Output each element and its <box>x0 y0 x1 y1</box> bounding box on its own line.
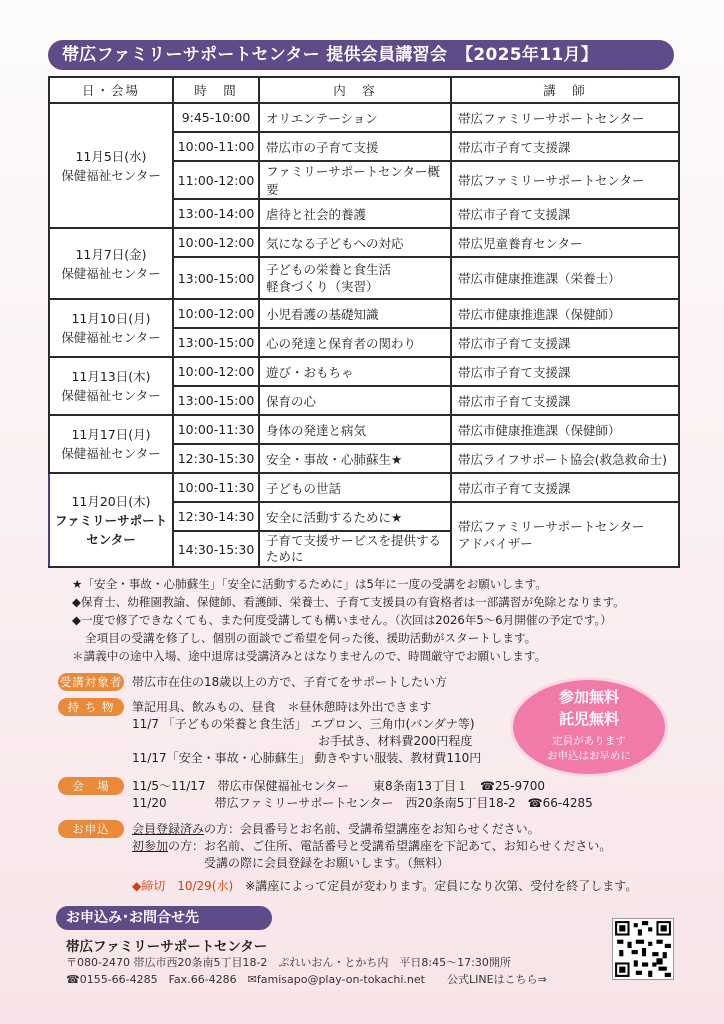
time-cell: 12:30-14:30 <box>173 502 259 531</box>
day-place: 保健福祉センター <box>61 265 161 281</box>
day-place: 保健福祉センター <box>61 446 161 461</box>
apply-line <box>132 838 611 855</box>
time-cell: 11:00-12:00 <box>173 161 259 199</box>
apply-label: お申込 <box>58 820 124 838</box>
time-cell: 10:00-11:30 <box>173 473 259 502</box>
items-line: お手拭き、材料費200円程度 <box>318 734 473 748</box>
lecturer-cell: 帯広児童養育センター <box>451 228 679 257</box>
note-line: 全項目の受講を修了し、個別の面談でご希望を伺った後、援助活動がスタートします。 <box>85 631 537 645</box>
day-place: 保健福祉センター <box>61 388 161 403</box>
time-cell: 12:30-15:30 <box>173 444 259 473</box>
content-line: 子育て支援サービスを提供する <box>266 533 442 548</box>
table-row <box>49 103 679 132</box>
day-venue <box>49 415 173 473</box>
time-cell: 14:30-15:30 <box>173 531 259 567</box>
apply-text: の方：会員番号とお名前、受講希望講座をお知らせください。 <box>204 822 540 836</box>
time-cell: 13:00-15:00 <box>173 386 259 415</box>
contact-line2 <box>66 971 547 987</box>
table-row <box>49 415 679 444</box>
table-row <box>49 228 679 257</box>
lecturer-line: 帯広ファミリーサポートセンター <box>458 518 645 534</box>
content-cell: 身体の発達と病気 <box>259 415 451 444</box>
day-date: 11月20日(木) <box>71 493 151 509</box>
apply-registered: 会員登録済み <box>132 822 205 836</box>
note-line: ◆保育士、幼稚園教諭、保健師、看護師、栄養士、子育て支援員の有資格者は一部講習が免除となります。 <box>72 595 625 609</box>
badge-note: お申込はお早めに <box>547 750 631 762</box>
venue-line: 11/20 帯広ファミリーサポートセンター 西20条南5丁目18-2 ☎66-4285 <box>132 796 593 810</box>
content-line: ために <box>266 549 304 564</box>
day-date: 11月17日(月) <box>71 427 151 442</box>
time-cell: 10:00-11:30 <box>173 415 259 444</box>
content-cell: 気になる子どもへの対応 <box>259 228 451 257</box>
time-cell: 10:00-11:00 <box>173 132 259 161</box>
content-cell: 安全に活動するために★ <box>259 502 451 531</box>
time-cell: 10:00-12:00 <box>173 299 259 328</box>
lecturer-cell: 帯広市子育て支援課 <box>451 386 679 415</box>
day-date: 11月5日(水) <box>75 148 147 164</box>
venue-label: 会 場 <box>58 777 124 795</box>
lecturer-cell <box>451 502 679 567</box>
content-cell: 虐待と社会的養護 <box>259 199 451 228</box>
lecturer-cell: 帯広市子育て支援課 <box>451 199 679 228</box>
table-row <box>49 473 679 502</box>
table-row <box>49 357 679 386</box>
lecturer-cell: 帯広市健康推進課（栄養士） <box>451 257 679 299</box>
table-header-row <box>49 77 679 103</box>
lecturer-cell: 帯広ライフサポート協会(救急救命士) <box>451 444 679 473</box>
notes <box>72 575 625 665</box>
target-label: 受講対象者 <box>59 675 123 689</box>
day-venue <box>49 299 173 357</box>
time-cell: 10:00-12:00 <box>173 357 259 386</box>
content-cell: 子どもの世話 <box>259 473 451 502</box>
content-cell: 小児看護の基礎知識 <box>259 299 451 328</box>
day-place: 保健福祉センター <box>61 167 161 183</box>
apply-text: の方：お名前、ご住所、電話番号と受講希望講座を下記あて、お知らせください。 <box>168 839 612 853</box>
lecturer-cell: 帯広市子育て支援課 <box>451 473 679 502</box>
venue-line: 11/5～11/17 帯広市保健福祉センター 東8条南13丁目１ ☎25-9700 <box>132 779 546 793</box>
items-line: 筆記用具、飲みもの、昼食 ＊昼休憩時は外出できます <box>132 700 432 714</box>
day-place: センター <box>86 531 136 547</box>
badge-childcare: 託児無料 <box>558 710 619 728</box>
content-cell: 遊び・おもちゃ <box>259 357 451 386</box>
time-cell: 13:00-15:00 <box>173 328 259 357</box>
day-place: ファミリーサポート <box>54 512 168 528</box>
badge-note: 定員があります <box>552 735 626 747</box>
day-place: 保健福祉センター <box>61 330 161 345</box>
time-cell: 9:45-10:00 <box>173 103 259 132</box>
target-text: 帯広市在住の18歳以上の方で、子育てをサポートしたい方 <box>132 675 448 689</box>
note-line: ★「安全・事故・心肺蘇生」「安全に活動するために」は5年に一度の受講をお願いします。 <box>72 577 547 591</box>
items-label: 持 ち 物 <box>58 698 124 716</box>
page-title: 帯広ファミリーサポートセンター 提供会員講習会 【2025年11月】 <box>48 40 674 70</box>
schedule-table <box>48 76 680 568</box>
header-date-venue: 日・会場 <box>49 77 173 103</box>
lecturer-cell: 帯広市子育て支援課 <box>451 357 679 386</box>
header-lecturer: 講 師 <box>451 77 679 103</box>
contact-phone: ☎0155-66-4285 Fax.66-4286 <box>66 973 237 986</box>
lecturer-cell: 帯広ファミリーサポートセンター <box>451 103 679 132</box>
contact-address: 〒080-2470 帯広市西20条南5丁目18-2 ぷれいおん・とかち内 平日8:45～17:30開所 <box>66 956 511 969</box>
time-cell: 13:00-15:00 <box>173 257 259 299</box>
day-date: 11月13日(木) <box>71 369 151 384</box>
free-badge <box>510 677 668 777</box>
day-date: 11月7日(金) <box>75 246 147 262</box>
apply-first-time: 初参加 <box>132 839 169 853</box>
apply-line <box>132 821 540 838</box>
content-cell: オリエンテーション <box>259 103 451 132</box>
deadline-note: ※講座によって定員が変わります。定員になり次第、受付を終了します。 <box>245 879 638 893</box>
items-line: 11/7 「子どもの栄養と食生活」 エプロン、三角巾(バンダナ等) <box>132 717 475 731</box>
lecturer-cell: 帯広市子育て支援課 <box>451 328 679 357</box>
line-link[interactable]: 公式LINEはこちら⇒ <box>446 973 547 986</box>
day-date: 11月10日(月) <box>71 311 151 326</box>
content-cell: 保育の心 <box>259 386 451 415</box>
time-cell: 13:00-14:00 <box>173 199 259 228</box>
content-cell <box>259 257 451 299</box>
content-cell: ファミリーサポートセンター概要 <box>259 161 451 199</box>
content-line: 軽食づくり（実習） <box>266 279 379 294</box>
lecturer-cell: 帯広市子育て支援課 <box>451 132 679 161</box>
badge-free: 参加無料 <box>558 688 619 706</box>
qr-code-icon[interactable] <box>612 918 674 980</box>
day-venue <box>49 103 173 228</box>
lecturer-cell: 帯広ファミリーサポートセンター <box>451 161 679 199</box>
header-time: 時 間 <box>173 77 259 103</box>
day-venue <box>49 473 173 567</box>
contact-header: お申込み･お問合せ先 <box>56 906 272 930</box>
table-row <box>49 299 679 328</box>
content-cell: 心の発達と保育者の関わり <box>259 328 451 357</box>
day-venue <box>49 228 173 299</box>
day-venue <box>49 357 173 415</box>
apply-line: 受講の際に会員登録をお願いします。（無料） <box>204 856 450 870</box>
contact-email[interactable]: ✉famisapo@play-on-tokachi.net <box>247 973 425 986</box>
deadline: ◆締切 10/29(水) <box>132 879 234 893</box>
lecturer-cell: 帯広市健康推進課（保健師） <box>451 299 679 328</box>
content-cell <box>259 531 451 567</box>
items-line: 11/17「安全・事故・心肺蘇生」 動きやすい服装、教材費110円 <box>132 751 482 765</box>
content-cell: 安全・事故・心肺蘇生★ <box>259 444 451 473</box>
contact-org: 帯広ファミリーサポートセンター <box>66 939 268 955</box>
header-content: 内 容 <box>259 77 451 103</box>
content-line: 子どもの栄養と食生活 <box>266 262 392 277</box>
note-line: ◆一度で修了できなくても、また何度受講しても構いません。（次回は2026年5～6月開催の予定です。） <box>72 613 612 627</box>
lecturer-line: アドバイザー <box>458 535 533 551</box>
lecturer-cell: 帯広市健康推進課（保健師） <box>451 415 679 444</box>
content-cell: 帯広市の子育て支援 <box>259 132 451 161</box>
deadline-line <box>132 878 637 895</box>
note-line: ＊講義中の途中入場、途中退席は受講済みとはなりませんので、時間厳守でお願いします。 <box>72 649 547 663</box>
time-cell: 10:00-12:00 <box>173 228 259 257</box>
